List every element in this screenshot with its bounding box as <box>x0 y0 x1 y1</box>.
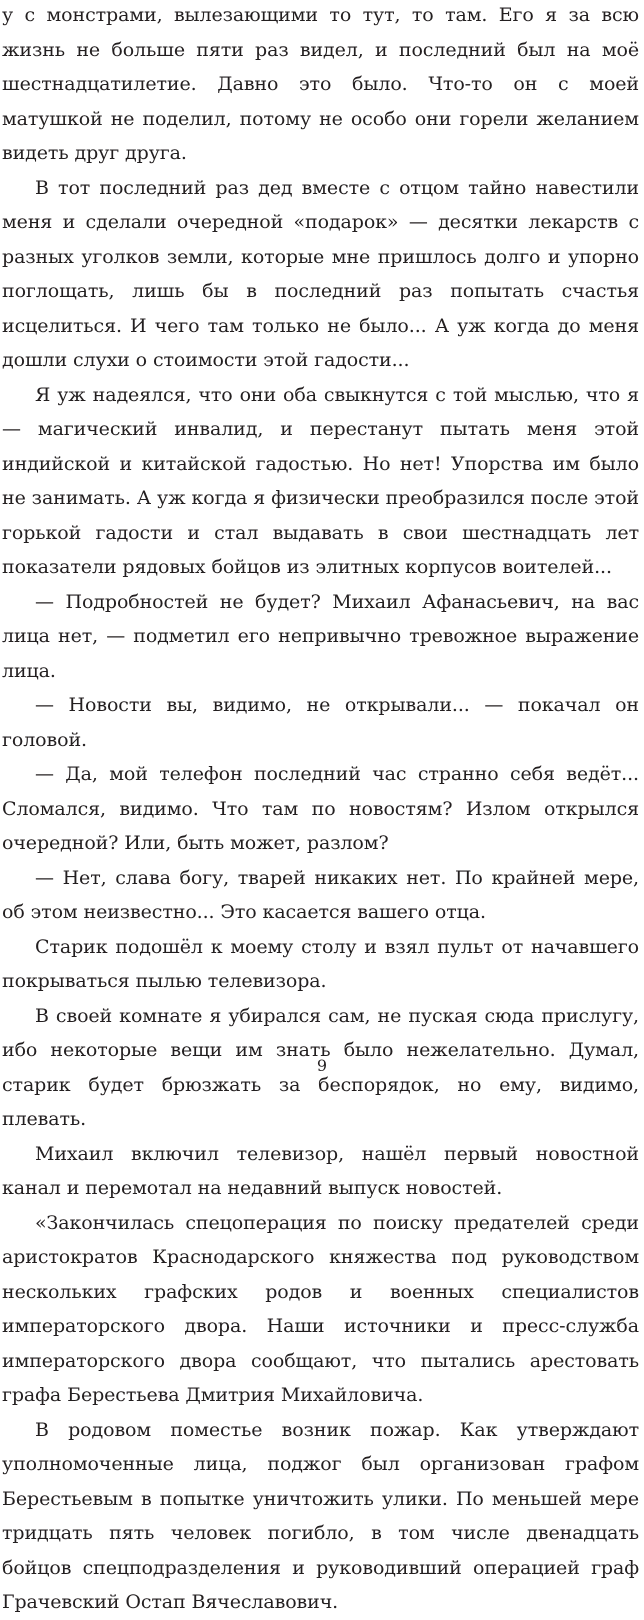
paragraph: «Закончилась спецоперация по поиску предателей среди аристократов Краснодарского княжества под руководством нескольких графских родов и военных специалистов императорского двора. Наши источники и пресс-служба императорского двора сообщают, что пытались арестовать графа Берестьева Дмитрия Михайловича. <box>2 1211 639 1406</box>
body-text <box>2 0 639 1620</box>
paragraph: В тот последний раз дед вместе с отцом тайно навестили меня и сделали очередной «подарок» — десятки лекарств с разных уголков земли, которые мне пришлось долго и упорно поглощать, лишь бы в последний раз попытать счастья исцелиться. И чего там только не было... А уж когда до меня дошли слухи о стоимости этой гадости... <box>2 176 639 371</box>
paragraph: у с монстрами, вылезающими то тут, то там. Его я за всю жизнь не больше пяти раз видел, и последний был на моё шестнадцатилетие. Давно это было. Что-то он с моей матушкой не поделил, потому не особо они горели желанием видеть друг друга. <box>2 4 639 164</box>
paragraph: В своей комнате я убирался сам, не пуская сюда прислугу, ибо некоторые вещи им знать было нежелательно. Думал, старик будет брюзжать за беспорядок, но ему, видимо, плевать. <box>2 1004 639 1130</box>
paragraph: — Подробностей не будет? Михаил Афанасьевич, на вас лица нет, — подметил его непривычно тревожное выражение лица. <box>2 590 639 682</box>
paragraph: Старик подошёл к моему столу и взял пульт от начавшего покрываться пылью телевизора. <box>2 935 639 992</box>
paragraph: В родовом поместье возник пожар. Как утверждают уполномоченные лица, поджог был организован графом Берестьевым в попытке уничтожить улики. По меньшей мере тридцать пять человек погибло, в том числе двенадцать бойцов спецподразделения и руководивший операцией граф Грачевский Остап Вячеславович. <box>2 1418 639 1613</box>
page-number: 9 <box>316 1056 328 1075</box>
paragraph: Михаил включил телевизор, нашёл первый новостной канал и перемотал на недавний выпуск новостей. <box>2 1142 639 1199</box>
paragraph: Я уж надеялся, что они оба свыкнутся с той мыслью, что я — магический инвалид, и перестанут пытать меня этой индийской и китайской гадостью. Но нет! Упорства им было не занимать. А уж когда я физически преобразился после этой горькой гадости и стал выдавать в свои шестнадцать лет показатели рядовых бойцов из элитных корпусов воителей... <box>2 383 639 578</box>
paragraph: — Новости вы, видимо, не открывали... — покачал он головой. <box>2 694 639 751</box>
paragraph: — Да, мой телефон последний час странно себя ведёт... Сломался, видимо. Что там по новостям? Излом открылся очередной? Или, быть может, разлом? <box>2 763 639 854</box>
paragraph: — Нет, слава богу, тварей никаких нет. По крайней мере, об этом неизвестно... Это касается вашего отца. <box>2 866 639 923</box>
